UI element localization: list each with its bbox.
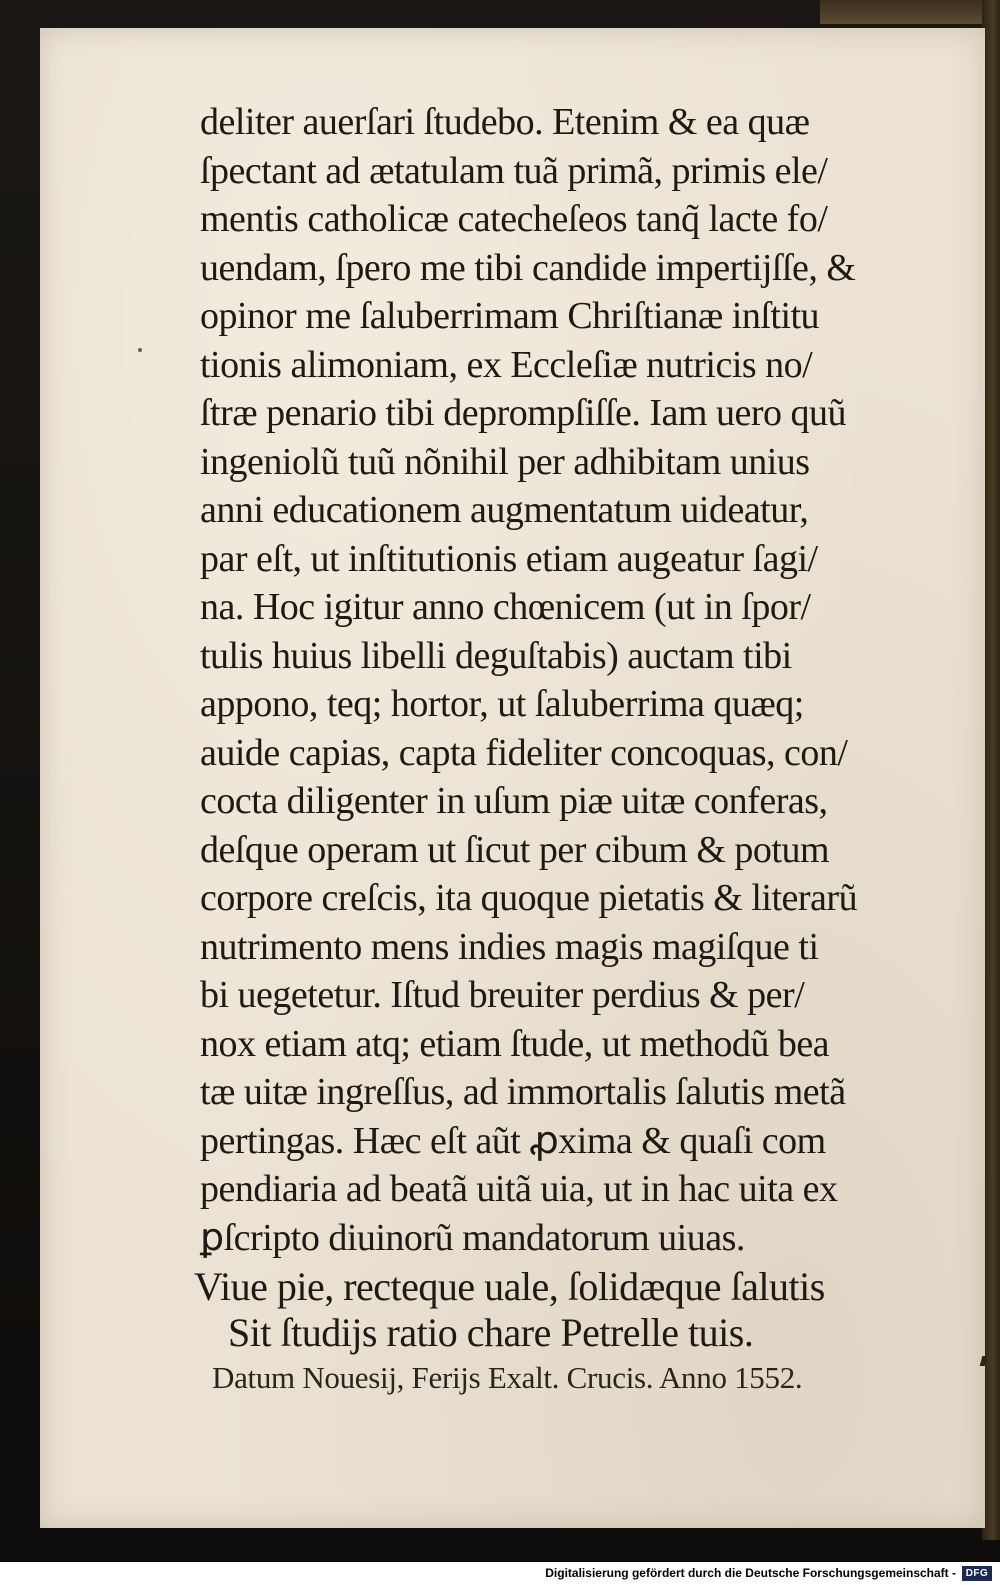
text-line: opinor me ſaluberrimam Chriſtianæ inſtitu bbox=[200, 295, 820, 337]
text-line: par eſt, ut inſtitutionis etiam augeatur ſagi/ bbox=[200, 537, 818, 580]
text-line: deſque operam ut ſicut per cibum & potum bbox=[200, 828, 830, 871]
text-line: tionis alimoniam, ex Eccleſiæ nutricis no/ bbox=[200, 343, 813, 386]
text-line: anni educationem augmentatum uideatur, bbox=[200, 489, 809, 531]
text-line: auide capias, capta fideliter concoquas, con/ bbox=[200, 731, 848, 774]
footer-bar bbox=[0, 1562, 1000, 1585]
paper-speck bbox=[138, 348, 142, 352]
text-line: ſtræ penario tibi deprompſiſſe. Iam uero quũ bbox=[200, 392, 847, 434]
text-line: mentis catholicæ catecheſeos tanq̃ lacte fo/ bbox=[200, 198, 828, 240]
text-line: appono, teq; hortor, ut ſaluberrima quæq; bbox=[200, 683, 804, 725]
verse-line-2: Sit ſtudijs ratio chare Petrelle tuis. bbox=[228, 1310, 754, 1355]
footer-credit: Digitalisierung gefördert durch die Deutsche Forschungsgemeinschaft - bbox=[545, 1566, 956, 1580]
text-line: tulis huius libelli deguſtabis) auctam tibi bbox=[200, 634, 792, 677]
text-line: corpore creſcis, ita quoque pietatis & literarũ bbox=[200, 877, 858, 919]
text-line: na. Hoc igitur anno chœnicem (ut in ſpor/ bbox=[200, 586, 811, 628]
body-text bbox=[194, 98, 935, 1400]
text-line: tæ uitæ ingreſſus, ad immortalis ſalutis metã bbox=[200, 1071, 846, 1113]
next-page-edge-top bbox=[820, 0, 1000, 24]
text-line: uendam, ſpero me tibi candide impertijſſe, & bbox=[200, 246, 856, 289]
text-line: nox etiam atq; etiam ſtude, ut methodũ bea bbox=[200, 1022, 830, 1065]
text-line: bi uegetetur. Iſtud breuiter perdius & per/ bbox=[200, 974, 805, 1016]
text-line: deliter auerſari ſtudebo. Etenim & ea quæ bbox=[200, 101, 810, 143]
text-line: cocta diligenter in uſum piæ uitæ conferas, bbox=[200, 780, 828, 822]
text-line: pendiaria ad beatã uitã uia, ut in hac uita ex bbox=[200, 1168, 838, 1210]
text-line: ſpectant ad ætatulam tuã primã, primis ele/ bbox=[200, 149, 828, 192]
text-line: ꝑſcripto diuinorũ mandatorum uiuas. bbox=[200, 1216, 745, 1259]
text-line: ingeniolũ tuũ nõnihil per adhibitam unius bbox=[200, 440, 810, 483]
book-page bbox=[40, 28, 985, 1528]
text-line: pertingas. Hæc eſt aũt ꝓxima & quaſi com bbox=[200, 1119, 826, 1162]
dfg-logo: DFG bbox=[962, 1566, 992, 1581]
dateline: Datum Nouesij, Ferijs Exalt. Crucis. Anno 1552. bbox=[212, 1360, 803, 1395]
verse-line-1: Viue pie, recteque uale, ſolidæque ſalutis bbox=[194, 1264, 825, 1309]
text-line: nutrimento mens indies magis magiſque ti bbox=[200, 925, 819, 968]
